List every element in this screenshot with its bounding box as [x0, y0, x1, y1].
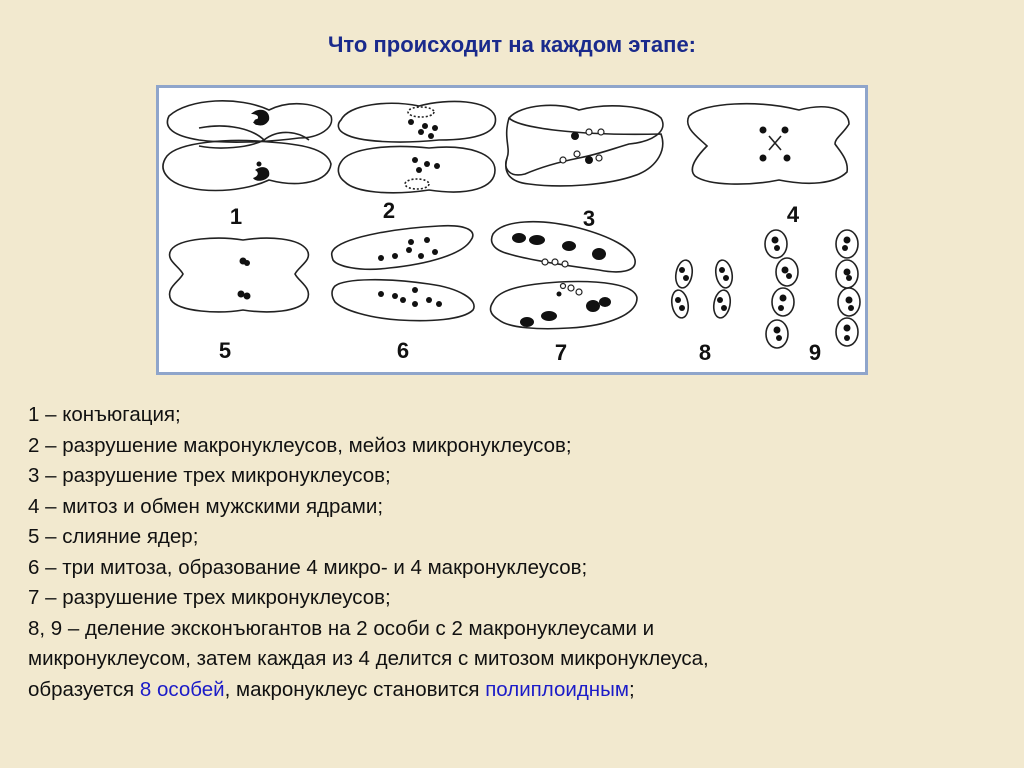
stage-5-drawing — [170, 238, 309, 312]
stage-label-4: 4 — [786, 202, 800, 227]
conjugation-figure — [156, 85, 868, 375]
legend-line-4: 4 – митоз и обмен мужскими ядрами; — [28, 494, 384, 518]
legend-line-8: 8, 9 – деление эксконъюгантов на 2 особи с 2 макронуклеусами и — [28, 616, 655, 640]
legend-text-before: образуется — [28, 677, 140, 701]
legend-text-after: ; — [628, 677, 635, 701]
stage-label-1: 1 — [229, 204, 243, 229]
legend-line-7: 7 – разрушение трех микронуклеусов; — [28, 586, 391, 609]
stage-2-drawing — [338, 101, 495, 192]
stage-label-6: 6 — [396, 338, 410, 363]
legend-line-6: 6 – три митоза, образование 4 микро- и 4 макронуклеусов; — [28, 555, 588, 579]
legend-line-1: 1 – конъюгация; — [28, 403, 181, 426]
legend-line-3: 3 – разрушение трех микронуклеусов; — [28, 464, 391, 487]
stage-legend — [28, 400, 1008, 705]
stage-label-2: 2 — [382, 198, 396, 223]
stage-label-7: 7 — [554, 340, 568, 365]
stage-label-5: 5 — [218, 338, 232, 363]
stage-label-3: 3 — [582, 206, 596, 231]
slide-title: Что происходит на каждом этапе: — [327, 32, 697, 57]
stage-label-9: 9 — [808, 340, 822, 365]
legend-line-9: микронуклеусом, затем каждая из 4 делится с митозом микронуклеуса, — [28, 647, 709, 670]
stage-1-drawing — [163, 101, 332, 191]
legend-line-10 — [28, 675, 1008, 706]
legend-text-middle: , макронуклеус становится — [224, 677, 486, 701]
legend-line-5: 5 – слияние ядер; — [28, 525, 199, 548]
nuclei — [238, 110, 855, 341]
legend-line-2: 2 – разрушение макронуклеусов, мейоз микронуклеусов; — [28, 433, 572, 457]
stage-6-drawing — [332, 226, 474, 321]
stage-label-8: 8 — [698, 340, 712, 365]
stage-4-drawing — [688, 104, 849, 184]
conjugation-diagram — [159, 88, 865, 372]
stage-3-drawing — [506, 105, 663, 186]
highlight-eight-individuals: 8 особей — [139, 677, 225, 701]
highlight-polyploid: полиплоидным — [485, 677, 629, 701]
